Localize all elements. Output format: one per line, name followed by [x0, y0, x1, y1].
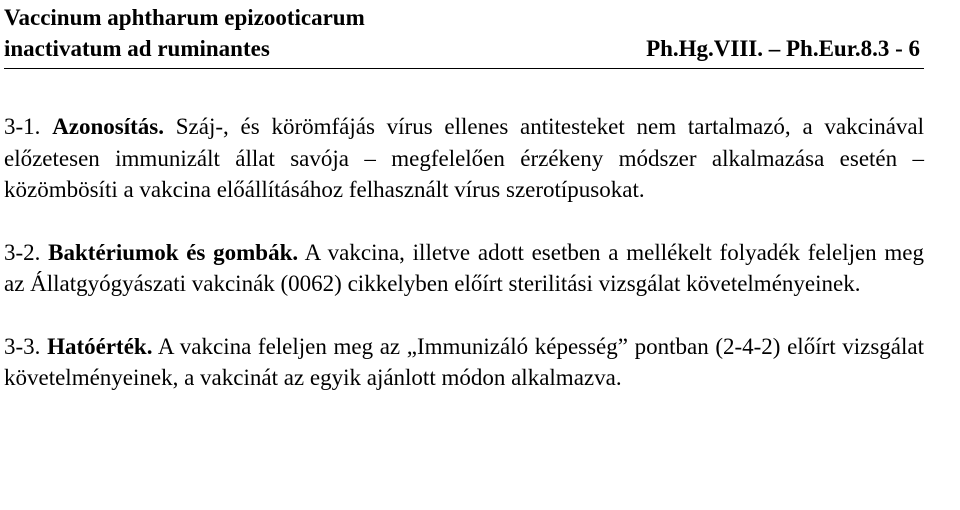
section-potency: [4, 331, 924, 394]
section-heading: Hatóérték.: [47, 333, 153, 359]
section-number: 3-1.: [4, 114, 41, 139]
section-number: 3-3.: [4, 333, 41, 359]
pharmacopoeia-reference: Ph.Hg.VIII. – Ph.Eur.8.3 - 6: [646, 36, 920, 61]
section-number: 3-2.: [4, 239, 41, 265]
monograph-title-line1: Vaccinum aphtharum epizooticarum: [4, 5, 365, 30]
section-text: Száj-, és körömfájás vírus ellenes antitesteket nem tartalmazó, a vakcinával előzetesen immunizált állat savója – megfelelően érzékeny módszer alkalmazása esetén – közömbösíti a vakcina előállításához felhasznált vírus szerotípusokat.: [4, 114, 925, 202]
section-text: A vakcina, illetve adott esetben a mellékelt folyadék feleljen meg az Állatgyógyászati vakcinák (0062) cikkelyben előírt sterilitási vizsgálat követelményeinek.: [4, 239, 925, 296]
section-text: A vakcina feleljen meg az „Immunizáló képesség” pontban (2-4-2) előírt vizsgálat követelményeinek, a vakcinát az egyik ajánlott módon alkalmazva.: [4, 333, 925, 390]
section-bacteria-fungi: [4, 237, 924, 300]
monograph-header: [4, 0, 924, 64]
monograph-header-row: [4, 33, 920, 64]
document-page: [4, 0, 924, 394]
section-heading: Azonosítás.: [52, 114, 164, 139]
section-heading: Baktériumok és gombák.: [48, 239, 299, 265]
monograph-title-line2: inactivatum ad ruminantes: [4, 36, 270, 61]
header-divider: [4, 68, 924, 69]
section-identification: [4, 111, 924, 206]
